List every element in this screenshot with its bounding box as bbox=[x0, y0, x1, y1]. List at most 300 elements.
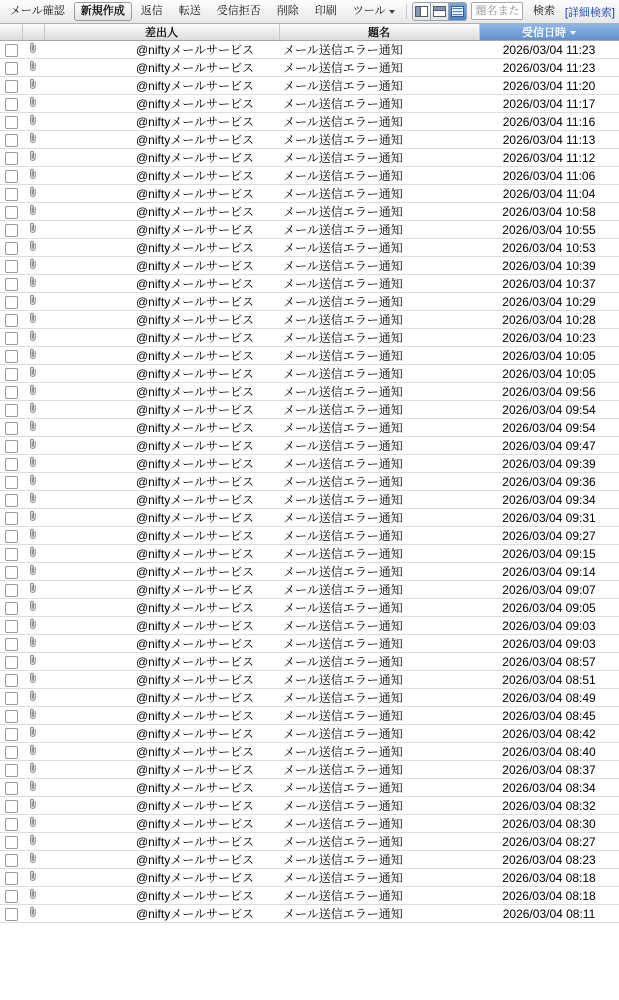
row-date-cell: 2026/03/04 11:23 bbox=[479, 41, 619, 59]
row-checkbox-cell[interactable] bbox=[0, 149, 22, 167]
sort-descending-icon bbox=[570, 31, 576, 35]
row-checkbox[interactable] bbox=[5, 710, 18, 723]
row-from-cell bbox=[44, 401, 279, 419]
row-from-text: @niftyメールサービス bbox=[136, 655, 254, 669]
table-row[interactable] bbox=[0, 203, 619, 221]
row-checkbox-cell[interactable] bbox=[0, 455, 22, 473]
header-attachment[interactable] bbox=[22, 24, 44, 41]
row-attachment-cell bbox=[22, 419, 44, 437]
row-checkbox-cell[interactable] bbox=[0, 761, 22, 779]
table-row[interactable] bbox=[0, 815, 619, 833]
row-checkbox[interactable] bbox=[5, 548, 18, 561]
row-checkbox[interactable] bbox=[5, 800, 18, 813]
row-from-cell bbox=[44, 59, 279, 77]
row-checkbox-cell[interactable] bbox=[0, 41, 22, 59]
row-checkbox-cell[interactable] bbox=[0, 815, 22, 833]
row-date-cell: 2026/03/04 11:17 bbox=[479, 95, 619, 113]
row-checkbox-cell[interactable] bbox=[0, 203, 22, 221]
row-checkbox-cell[interactable] bbox=[0, 113, 22, 131]
row-date-cell: 2026/03/04 11:12 bbox=[479, 149, 619, 167]
row-checkbox-cell[interactable] bbox=[0, 725, 22, 743]
row-checkbox-cell[interactable] bbox=[0, 635, 22, 653]
row-from-text: @niftyメールサービス bbox=[136, 637, 254, 651]
table-row[interactable] bbox=[0, 851, 619, 869]
row-checkbox-cell[interactable] bbox=[0, 887, 22, 905]
row-checkbox[interactable] bbox=[5, 404, 18, 417]
row-subject-text: メール送信エラー通知 bbox=[283, 871, 403, 885]
row-checkbox[interactable] bbox=[5, 170, 18, 183]
table-row[interactable] bbox=[0, 779, 619, 797]
print-button[interactable]: 印刷 bbox=[314, 5, 337, 17]
view-pane-right-icon[interactable] bbox=[413, 3, 431, 21]
row-from-text: @niftyメールサービス bbox=[136, 349, 254, 363]
paperclip-icon bbox=[29, 528, 38, 543]
row-attachment-cell bbox=[22, 887, 44, 905]
row-checkbox-cell[interactable] bbox=[0, 707, 22, 725]
row-subject-text: メール送信エラー通知 bbox=[283, 61, 403, 75]
row-checkbox[interactable] bbox=[5, 818, 18, 831]
row-checkbox-cell[interactable] bbox=[0, 851, 22, 869]
row-checkbox-cell[interactable] bbox=[0, 185, 22, 203]
row-checkbox-cell[interactable] bbox=[0, 491, 22, 509]
row-checkbox[interactable] bbox=[5, 152, 18, 165]
paperclip-icon bbox=[29, 258, 38, 273]
row-checkbox-cell[interactable] bbox=[0, 275, 22, 293]
table-row[interactable] bbox=[0, 869, 619, 887]
paperclip-icon bbox=[29, 276, 38, 291]
row-date-cell: 2026/03/04 10:58 bbox=[479, 203, 619, 221]
row-from-cell bbox=[44, 221, 279, 239]
table-row[interactable] bbox=[0, 761, 619, 779]
row-subject-text: メール送信エラー通知 bbox=[283, 475, 403, 489]
row-subject-cell bbox=[279, 275, 479, 293]
row-subject-text: メール送信エラー通知 bbox=[283, 205, 403, 219]
row-attachment-cell bbox=[22, 131, 44, 149]
row-subject-cell bbox=[279, 689, 479, 707]
row-from-cell bbox=[44, 689, 279, 707]
row-checkbox-cell[interactable] bbox=[0, 563, 22, 581]
row-checkbox-cell[interactable] bbox=[0, 311, 22, 329]
paperclip-icon bbox=[29, 726, 38, 741]
row-checkbox[interactable] bbox=[5, 836, 18, 849]
row-from-cell bbox=[44, 725, 279, 743]
row-subject-text: メール送信エラー通知 bbox=[283, 727, 403, 741]
paperclip-icon bbox=[29, 330, 38, 345]
row-subject-text: メール送信エラー通知 bbox=[283, 457, 403, 471]
row-subject-cell bbox=[279, 527, 479, 545]
row-checkbox[interactable] bbox=[5, 638, 18, 651]
row-from-text: @niftyメールサービス bbox=[136, 529, 254, 543]
paperclip-icon bbox=[29, 510, 38, 525]
table-row[interactable] bbox=[0, 167, 619, 185]
row-checkbox-cell[interactable] bbox=[0, 437, 22, 455]
row-checkbox-cell[interactable] bbox=[0, 221, 22, 239]
table-row[interactable] bbox=[0, 887, 619, 905]
search-button[interactable]: 検索 bbox=[532, 5, 555, 17]
row-checkbox-cell[interactable] bbox=[0, 581, 22, 599]
row-checkbox[interactable] bbox=[5, 332, 18, 345]
row-checkbox[interactable] bbox=[5, 764, 18, 777]
table-row[interactable] bbox=[0, 491, 619, 509]
row-checkbox[interactable] bbox=[5, 368, 18, 381]
row-checkbox[interactable] bbox=[5, 242, 18, 255]
row-subject-text: メール送信エラー通知 bbox=[283, 241, 403, 255]
row-subject-cell bbox=[279, 905, 479, 923]
row-subject-text: メール送信エラー通知 bbox=[283, 511, 403, 525]
row-attachment-cell bbox=[22, 815, 44, 833]
tools-menu-button[interactable] bbox=[346, 2, 402, 21]
row-checkbox[interactable] bbox=[5, 872, 18, 885]
row-subject-cell bbox=[279, 383, 479, 401]
row-checkbox[interactable] bbox=[5, 674, 18, 687]
row-attachment-cell bbox=[22, 527, 44, 545]
table-row[interactable] bbox=[0, 113, 619, 131]
row-subject-cell bbox=[279, 545, 479, 563]
row-checkbox[interactable] bbox=[5, 908, 18, 921]
row-checkbox[interactable] bbox=[5, 566, 18, 579]
row-subject-cell bbox=[279, 635, 479, 653]
row-subject-text: メール送信エラー通知 bbox=[283, 565, 403, 579]
row-checkbox-cell[interactable] bbox=[0, 239, 22, 257]
row-date-cell: 2026/03/04 09:39 bbox=[479, 455, 619, 473]
table-row[interactable] bbox=[0, 257, 619, 275]
row-date-cell: 2026/03/04 08:27 bbox=[479, 833, 619, 851]
row-from-cell bbox=[44, 437, 279, 455]
paperclip-icon bbox=[29, 564, 38, 579]
search-input[interactable] bbox=[471, 2, 523, 20]
row-from-cell bbox=[44, 203, 279, 221]
row-from-text: @niftyメールサービス bbox=[136, 817, 254, 831]
row-from-cell bbox=[44, 149, 279, 167]
table-row[interactable] bbox=[0, 743, 619, 761]
table-row[interactable] bbox=[0, 419, 619, 437]
row-checkbox[interactable] bbox=[5, 386, 18, 399]
row-attachment-cell bbox=[22, 275, 44, 293]
row-checkbox-cell[interactable] bbox=[0, 779, 22, 797]
table-row[interactable] bbox=[0, 833, 619, 851]
row-checkbox-cell[interactable] bbox=[0, 473, 22, 491]
row-checkbox[interactable] bbox=[5, 512, 18, 525]
row-attachment-cell bbox=[22, 869, 44, 887]
header-received-date[interactable] bbox=[479, 24, 619, 41]
table-row[interactable] bbox=[0, 671, 619, 689]
paperclip-icon bbox=[29, 852, 38, 867]
header-select-all[interactable] bbox=[0, 24, 22, 41]
table-row[interactable] bbox=[0, 311, 619, 329]
table-row[interactable] bbox=[0, 59, 619, 77]
row-subject-cell bbox=[279, 203, 479, 221]
row-subject-cell bbox=[279, 239, 479, 257]
row-date-cell: 2026/03/04 11:23 bbox=[479, 59, 619, 77]
row-from-text: @niftyメールサービス bbox=[136, 475, 254, 489]
paperclip-icon bbox=[29, 618, 38, 633]
row-checkbox[interactable] bbox=[5, 422, 18, 435]
row-subject-cell bbox=[279, 149, 479, 167]
row-from-text: @niftyメールサービス bbox=[136, 601, 254, 615]
row-subject-text: メール送信エラー通知 bbox=[283, 547, 403, 561]
row-checkbox-cell[interactable] bbox=[0, 743, 22, 761]
table-row[interactable] bbox=[0, 689, 619, 707]
row-checkbox[interactable] bbox=[5, 584, 18, 597]
paperclip-icon bbox=[29, 186, 38, 201]
row-from-cell bbox=[44, 365, 279, 383]
table-row[interactable] bbox=[0, 95, 619, 113]
table-row[interactable] bbox=[0, 797, 619, 815]
row-from-text: @niftyメールサービス bbox=[136, 331, 254, 345]
table-row[interactable] bbox=[0, 275, 619, 293]
row-attachment-cell bbox=[22, 311, 44, 329]
row-from-cell bbox=[44, 257, 279, 275]
row-from-cell bbox=[44, 743, 279, 761]
table-row[interactable] bbox=[0, 473, 619, 491]
paperclip-icon bbox=[29, 150, 38, 165]
row-subject-text: メール送信エラー通知 bbox=[283, 619, 403, 633]
row-subject-cell bbox=[279, 401, 479, 419]
table-row[interactable] bbox=[0, 221, 619, 239]
row-from-text: @niftyメールサービス bbox=[136, 115, 254, 129]
row-attachment-cell bbox=[22, 149, 44, 167]
row-checkbox-cell[interactable] bbox=[0, 383, 22, 401]
row-checkbox[interactable] bbox=[5, 494, 18, 507]
table-row[interactable] bbox=[0, 77, 619, 95]
row-attachment-cell bbox=[22, 167, 44, 185]
row-checkbox-cell[interactable] bbox=[0, 509, 22, 527]
table-row[interactable] bbox=[0, 365, 619, 383]
table-row[interactable] bbox=[0, 401, 619, 419]
row-checkbox-cell[interactable] bbox=[0, 95, 22, 113]
paperclip-icon bbox=[29, 834, 38, 849]
table-row[interactable] bbox=[0, 653, 619, 671]
row-from-cell bbox=[44, 779, 279, 797]
row-checkbox-cell[interactable] bbox=[0, 365, 22, 383]
row-checkbox-cell[interactable] bbox=[0, 59, 22, 77]
row-subject-cell bbox=[279, 347, 479, 365]
row-checkbox-cell[interactable] bbox=[0, 671, 22, 689]
row-from-cell bbox=[44, 581, 279, 599]
row-checkbox[interactable] bbox=[5, 314, 18, 327]
view-pane-right-glyph bbox=[415, 6, 428, 17]
table-row[interactable] bbox=[0, 509, 619, 527]
row-checkbox[interactable] bbox=[5, 98, 18, 111]
row-from-cell bbox=[44, 239, 279, 257]
row-from-text: @niftyメールサービス bbox=[136, 835, 254, 849]
table-row[interactable] bbox=[0, 527, 619, 545]
row-checkbox-cell[interactable] bbox=[0, 293, 22, 311]
row-checkbox[interactable] bbox=[5, 728, 18, 741]
detail-search-link[interactable]: [詳細検索] bbox=[564, 6, 615, 19]
row-subject-text: メール送信エラー通知 bbox=[283, 403, 403, 417]
header-received-date-label: 受信日時 bbox=[522, 27, 566, 39]
table-row[interactable] bbox=[0, 581, 619, 599]
row-checkbox-cell[interactable] bbox=[0, 131, 22, 149]
row-checkbox[interactable] bbox=[5, 458, 18, 471]
row-subject-cell bbox=[279, 653, 479, 671]
row-from-cell bbox=[44, 455, 279, 473]
row-subject-cell bbox=[279, 59, 479, 77]
row-checkbox[interactable] bbox=[5, 206, 18, 219]
row-date-cell: 2026/03/04 10:29 bbox=[479, 293, 619, 311]
reply-button[interactable]: 返信 bbox=[140, 5, 163, 17]
row-date-cell: 2026/03/04 08:49 bbox=[479, 689, 619, 707]
row-checkbox[interactable] bbox=[5, 278, 18, 291]
row-attachment-cell bbox=[22, 635, 44, 653]
row-checkbox[interactable] bbox=[5, 260, 18, 273]
row-checkbox-cell[interactable] bbox=[0, 329, 22, 347]
row-checkbox[interactable] bbox=[5, 530, 18, 543]
table-row[interactable] bbox=[0, 329, 619, 347]
row-checkbox-cell[interactable] bbox=[0, 419, 22, 437]
row-checkbox-cell[interactable] bbox=[0, 257, 22, 275]
table-row[interactable] bbox=[0, 617, 619, 635]
row-checkbox-cell[interactable] bbox=[0, 869, 22, 887]
table-row[interactable] bbox=[0, 905, 619, 923]
row-date-cell: 2026/03/04 09:56 bbox=[479, 383, 619, 401]
row-subject-cell bbox=[279, 725, 479, 743]
row-from-cell bbox=[44, 77, 279, 95]
row-subject-text: メール送信エラー通知 bbox=[283, 601, 403, 615]
row-checkbox[interactable] bbox=[5, 134, 18, 147]
row-attachment-cell bbox=[22, 761, 44, 779]
table-row[interactable] bbox=[0, 455, 619, 473]
row-checkbox[interactable] bbox=[5, 440, 18, 453]
row-subject-cell bbox=[279, 365, 479, 383]
reject-button[interactable]: 受信拒否 bbox=[216, 5, 261, 17]
row-attachment-cell bbox=[22, 671, 44, 689]
row-subject-text: メール送信エラー通知 bbox=[283, 277, 403, 291]
row-attachment-cell bbox=[22, 689, 44, 707]
row-attachment-cell bbox=[22, 779, 44, 797]
table-row[interactable] bbox=[0, 545, 619, 563]
row-checkbox-cell[interactable] bbox=[0, 833, 22, 851]
row-checkbox[interactable] bbox=[5, 476, 18, 489]
row-checkbox[interactable] bbox=[5, 116, 18, 129]
row-subject-text: メール送信エラー通知 bbox=[283, 583, 403, 597]
forward-button[interactable]: 転送 bbox=[178, 5, 201, 17]
row-attachment-cell bbox=[22, 707, 44, 725]
row-checkbox[interactable] bbox=[5, 44, 18, 57]
paperclip-icon bbox=[29, 402, 38, 417]
row-checkbox-cell[interactable] bbox=[0, 545, 22, 563]
table-row[interactable] bbox=[0, 131, 619, 149]
row-checkbox-cell[interactable] bbox=[0, 527, 22, 545]
row-date-cell: 2026/03/04 08:30 bbox=[479, 815, 619, 833]
row-checkbox[interactable] bbox=[5, 656, 18, 669]
row-subject-text: メール送信エラー通知 bbox=[283, 817, 403, 831]
row-from-text: @niftyメールサービス bbox=[136, 565, 254, 579]
paperclip-icon bbox=[29, 888, 38, 903]
row-checkbox-cell[interactable] bbox=[0, 617, 22, 635]
row-checkbox-cell[interactable] bbox=[0, 401, 22, 419]
row-checkbox[interactable] bbox=[5, 80, 18, 93]
row-checkbox[interactable] bbox=[5, 890, 18, 903]
row-checkbox-cell[interactable] bbox=[0, 77, 22, 95]
header-subject[interactable]: 題名 bbox=[279, 24, 479, 41]
row-checkbox-cell[interactable] bbox=[0, 653, 22, 671]
table-row[interactable] bbox=[0, 149, 619, 167]
compose-button[interactable]: 新規作成 bbox=[74, 2, 132, 21]
row-from-text: @niftyメールサービス bbox=[136, 781, 254, 795]
row-from-cell bbox=[44, 113, 279, 131]
paperclip-icon bbox=[29, 906, 38, 921]
row-subject-text: メール送信エラー通知 bbox=[283, 43, 403, 57]
row-checkbox-cell[interactable] bbox=[0, 167, 22, 185]
table-row[interactable] bbox=[0, 293, 619, 311]
row-checkbox-cell[interactable] bbox=[0, 599, 22, 617]
row-checkbox[interactable] bbox=[5, 350, 18, 363]
view-list-icon[interactable] bbox=[449, 3, 466, 21]
paperclip-icon bbox=[29, 456, 38, 471]
row-checkbox[interactable] bbox=[5, 296, 18, 309]
row-checkbox[interactable] bbox=[5, 224, 18, 237]
paperclip-icon bbox=[29, 780, 38, 795]
row-checkbox[interactable] bbox=[5, 602, 18, 615]
row-subject-cell bbox=[279, 491, 479, 509]
table-row[interactable] bbox=[0, 725, 619, 743]
row-checkbox-cell[interactable] bbox=[0, 797, 22, 815]
delete-button[interactable]: 削除 bbox=[276, 5, 299, 17]
table-row[interactable] bbox=[0, 383, 619, 401]
table-row[interactable] bbox=[0, 707, 619, 725]
table-row[interactable] bbox=[0, 185, 619, 203]
row-from-cell bbox=[44, 473, 279, 491]
row-checkbox[interactable] bbox=[5, 62, 18, 75]
row-from-text: @niftyメールサービス bbox=[136, 709, 254, 723]
row-attachment-cell bbox=[22, 95, 44, 113]
table-row[interactable] bbox=[0, 563, 619, 581]
row-checkbox[interactable] bbox=[5, 782, 18, 795]
table-row[interactable] bbox=[0, 437, 619, 455]
row-attachment-cell bbox=[22, 365, 44, 383]
row-checkbox[interactable] bbox=[5, 692, 18, 705]
mail-check-button[interactable]: メール確認 bbox=[10, 5, 65, 17]
table-row[interactable] bbox=[0, 239, 619, 257]
row-attachment-cell bbox=[22, 401, 44, 419]
view-mode-group bbox=[412, 2, 467, 21]
table-row[interactable] bbox=[0, 599, 619, 617]
row-checkbox[interactable] bbox=[5, 746, 18, 759]
paperclip-icon bbox=[29, 816, 38, 831]
row-checkbox[interactable] bbox=[5, 188, 18, 201]
row-subject-text: メール送信エラー通知 bbox=[283, 133, 403, 147]
row-checkbox-cell[interactable] bbox=[0, 689, 22, 707]
row-date-cell: 2026/03/04 09:14 bbox=[479, 563, 619, 581]
paperclip-icon bbox=[29, 636, 38, 651]
row-from-cell bbox=[44, 293, 279, 311]
row-checkbox-cell[interactable] bbox=[0, 905, 22, 923]
view-pane-bottom-icon[interactable] bbox=[431, 3, 449, 21]
row-from-cell bbox=[44, 185, 279, 203]
row-from-text: @niftyメールサービス bbox=[136, 853, 254, 867]
table-row[interactable] bbox=[0, 41, 619, 59]
header-from[interactable]: 差出人 bbox=[44, 24, 279, 41]
row-subject-cell bbox=[279, 671, 479, 689]
row-from-text: @niftyメールサービス bbox=[136, 259, 254, 273]
row-checkbox-cell[interactable] bbox=[0, 347, 22, 365]
toolbar-divider bbox=[406, 4, 407, 19]
row-attachment-cell bbox=[22, 455, 44, 473]
row-date-cell: 2026/03/04 11:04 bbox=[479, 185, 619, 203]
row-subject-text: メール送信エラー通知 bbox=[283, 637, 403, 651]
row-subject-text: メール送信エラー通知 bbox=[283, 691, 403, 705]
row-subject-text: メール送信エラー通知 bbox=[283, 745, 403, 759]
paperclip-icon bbox=[29, 438, 38, 453]
row-checkbox[interactable] bbox=[5, 620, 18, 633]
table-row[interactable] bbox=[0, 635, 619, 653]
paperclip-icon bbox=[29, 222, 38, 237]
row-checkbox[interactable] bbox=[5, 854, 18, 867]
table-row[interactable] bbox=[0, 347, 619, 365]
row-subject-cell bbox=[279, 437, 479, 455]
